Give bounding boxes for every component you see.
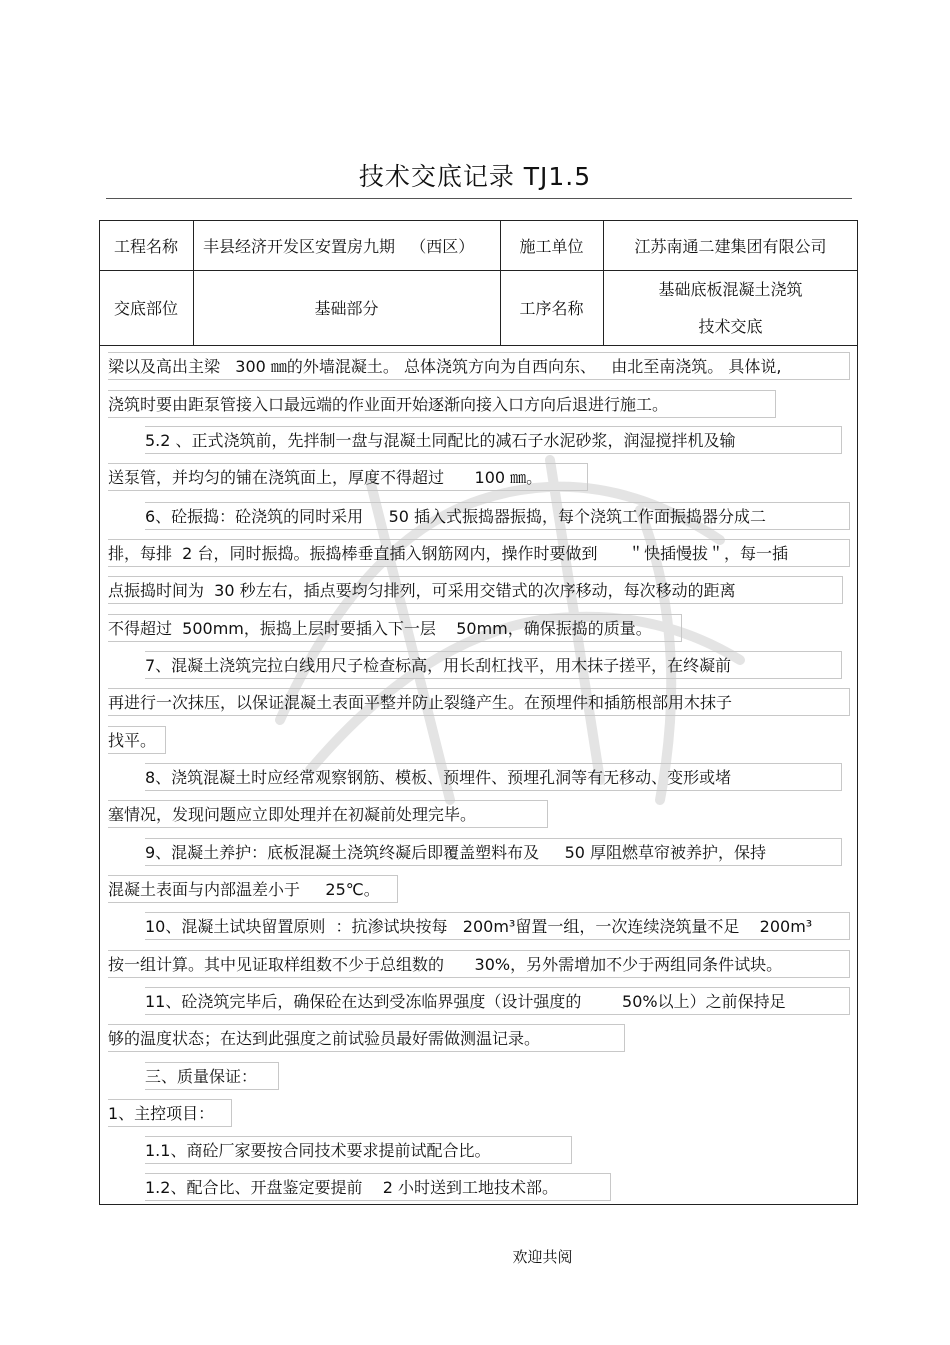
body-line: 8、浇筑混凝土时应经常观察钢筋、模板、预埋件、预埋孔洞等有无移动、变形或堵	[145, 763, 842, 791]
page-title: 技术交底记录 TJ1.5	[358, 162, 592, 191]
process-label: 工序名称	[519, 299, 584, 318]
footer-text: 欢迎共阅	[512, 1248, 573, 1266]
body-line: 再进行一次抹压，以保证混凝土表面平整并防止裂缝产生。在预埋件和插筋根部用木抹子	[108, 688, 850, 716]
body-line: 排，每排 2 台，同时振捣。振捣棒垂直插入钢筋网内，操作时要做到 ＂快插慢拔＂，每一插	[108, 539, 850, 567]
body-line: 浇筑时要由距泵管接入口最远端的作业面开始逐渐向接入口方向后退进行施工。	[108, 390, 776, 418]
part-value: 基础部分	[314, 299, 379, 318]
body-line: 6、砼振捣：砼浇筑的同时采用 50 插入式振捣器振捣，每个浇筑工作面振捣器分成二	[145, 502, 850, 530]
process-value	[603, 270, 858, 345]
table-row-divider	[99, 345, 858, 346]
body-line: 按一组计算。其中见证取样组数不少于总组数的 30%，另外需增加不少于两组同条件试块。	[108, 950, 850, 978]
title-divider	[106, 198, 852, 199]
body-line: 10、混凝土试块留置原则 ：抗渗试块按每 200m³留置一组，一次连续浇筑量不足 200m³	[145, 912, 850, 940]
body-line: 11、砼浇筑完毕后，确保砼在达到受冻临界强度（设计强度的 50%以上）之前保持足	[145, 987, 850, 1015]
contractor-label: 施工单位	[519, 236, 584, 256]
part-label: 交底部位	[113, 299, 178, 318]
body-line: 点振捣时间为 30 秒左右，插点要均匀排列，可采用交错式的次序移动，每次移动的距离	[108, 576, 843, 604]
body-line: 送泵管，并均匀的铺在浇筑面上，厚度不得超过 100 ㎜。	[108, 463, 588, 491]
process-value-line1: 基础底板混凝土浇筑	[658, 279, 803, 299]
body-line: 1、主控项目：	[108, 1099, 232, 1127]
body-line: 三、质量保证：	[145, 1062, 279, 1090]
body-line: 5.2 、正式浇筑前，先拌制一盘与混凝土同配比的减石子水泥砂浆，润湿搅拌机及输	[145, 426, 842, 454]
body-line: 找平。	[108, 726, 166, 754]
body-line: 塞情况，发现问题应立即处理并在初凝前处理完毕。	[108, 800, 548, 828]
contractor-value: 江苏南通二建集团有限公司	[634, 236, 827, 256]
body-line: 1.2、配合比、开盘鉴定要提前 2 小时送到工地技术部。	[145, 1173, 611, 1201]
project-name-label: 工程名称	[113, 236, 178, 256]
process-value-line2: 技术交底	[698, 316, 763, 336]
body-line: 够的温度状态；在达到此强度之前试验员最好需做测温记录。	[108, 1024, 625, 1052]
body-line: 7、混凝土浇筑完拉白线用尺子检查标高，用长刮杠找平，用木抹子搓平，在终凝前	[145, 651, 842, 679]
body-line: 梁以及高出主梁 300 ㎜的外墙混凝土。 总体浇筑方向为自西向东、 由北至南浇筑。 具体说,	[108, 352, 850, 380]
body-line: 1.1、商砼厂家要按合同技术要求提前试配合比。	[145, 1136, 572, 1164]
body-line: 9、混凝土养护：底板混凝土浇筑终凝后即覆盖塑料布及 50 厚阻燃草帘被养护，保持	[145, 838, 842, 866]
body-line: 不得超过 500mm，振捣上层时要插入下一层 50mm，确保振捣的质量。	[108, 614, 682, 642]
project-name-value: 丰县经济开发区安置房九期 （西区）	[203, 236, 475, 256]
body-line: 混凝土表面与内部温差小于 25℃。	[108, 875, 398, 903]
